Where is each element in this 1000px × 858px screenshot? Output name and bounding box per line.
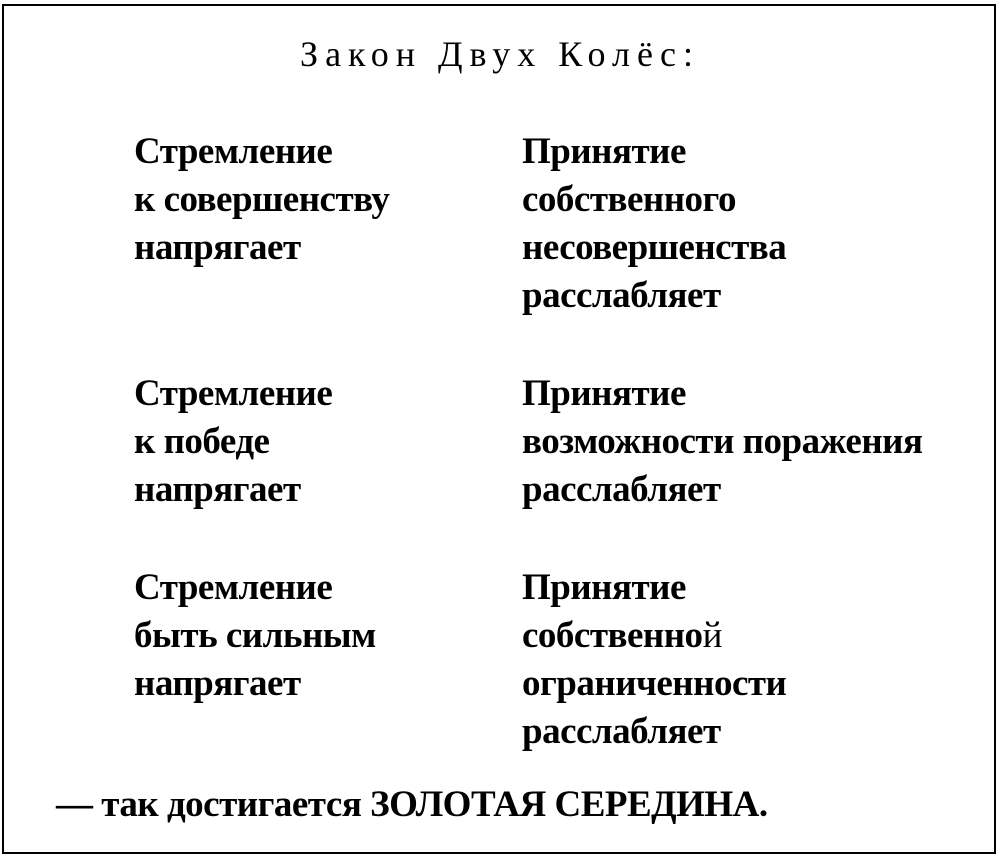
left-block-strength bbox=[134, 564, 376, 708]
left-line: напрягает bbox=[134, 663, 301, 704]
left-line: напрягает bbox=[134, 227, 301, 268]
right-line: Принятие bbox=[522, 131, 686, 172]
right-line-bold-part: собственно bbox=[522, 615, 703, 656]
right-line: расслабляет bbox=[522, 469, 721, 510]
left-line: к совершенству bbox=[134, 179, 390, 220]
right-line: расслабляет bbox=[522, 711, 721, 752]
left-line: Стремление bbox=[134, 131, 333, 172]
right-line: собственного bbox=[522, 179, 736, 220]
right-block-imperfection bbox=[522, 128, 786, 320]
right-line: несовершенства bbox=[522, 227, 787, 268]
left-block-victory bbox=[134, 370, 332, 514]
conclusion-line bbox=[56, 781, 768, 829]
right-block-limitation bbox=[522, 564, 786, 756]
right-line: расслабляет bbox=[522, 275, 721, 316]
left-block-perfection bbox=[134, 128, 389, 272]
right-line: возможности поражения bbox=[522, 421, 923, 462]
left-line: Стремление bbox=[134, 567, 333, 608]
page-title: Закон Двух Колёс: bbox=[300, 34, 700, 74]
conclusion-prefix: — так достигается bbox=[56, 784, 371, 825]
right-line: Принятие bbox=[522, 567, 686, 608]
right-block-defeat bbox=[522, 370, 923, 514]
right-line: Принятие bbox=[522, 373, 686, 414]
left-line: к победе bbox=[134, 421, 270, 462]
right-line bbox=[522, 612, 786, 660]
conclusion-emphasis: ЗОЛОТАЯ СЕРЕДИНА. bbox=[370, 784, 768, 825]
right-line: ограниченности bbox=[522, 663, 787, 704]
right-line-regular-part: й bbox=[702, 615, 722, 656]
left-line: быть сильным bbox=[134, 615, 376, 656]
left-line: напрягает bbox=[134, 469, 301, 510]
left-line: Стремление bbox=[134, 373, 333, 414]
